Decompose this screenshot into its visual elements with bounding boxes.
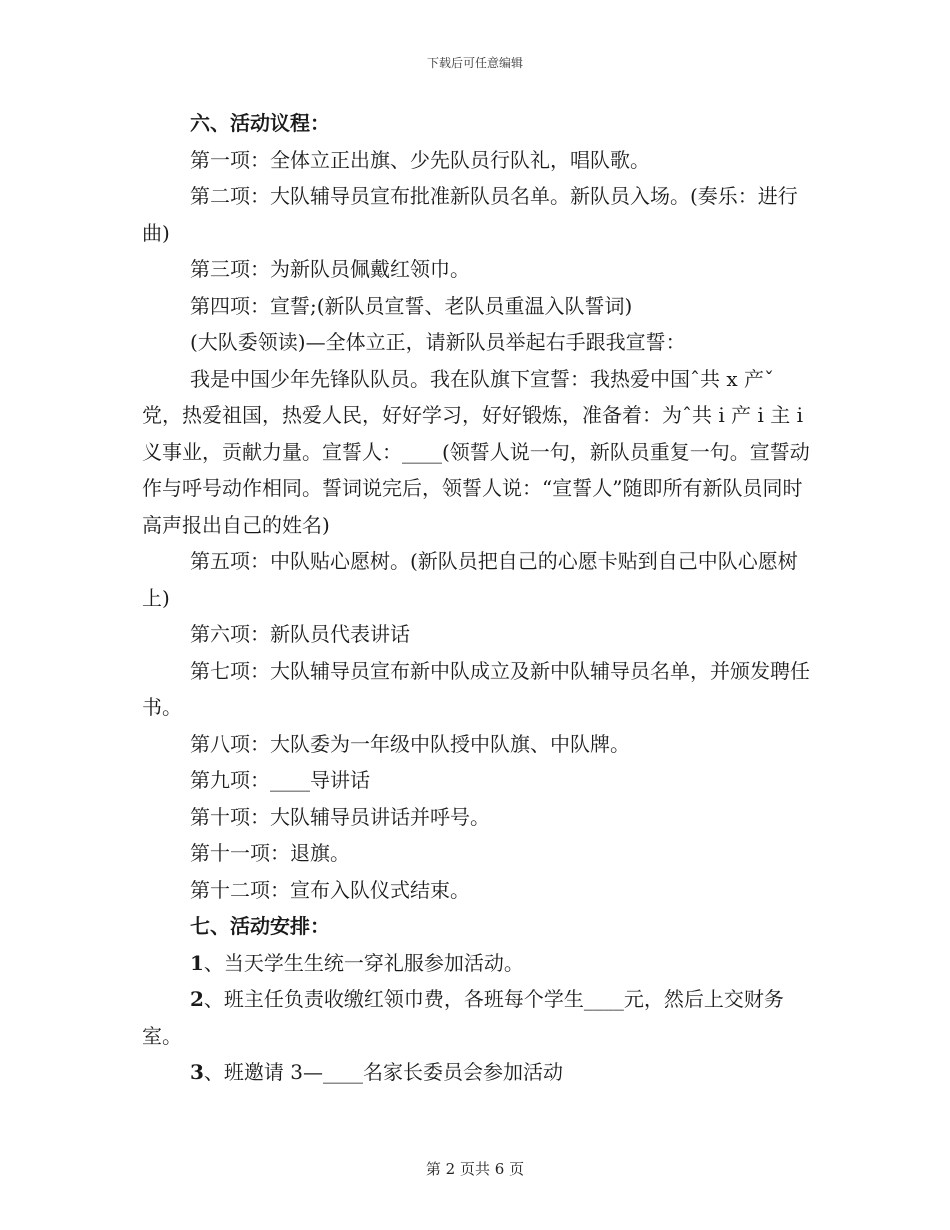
agenda-item: 第九项：____导讲话 [190, 768, 370, 792]
item-text: 、班主任负责收缴红领巾费，各班每个学生____元，然后上交财务室。 [142, 987, 784, 1048]
item-text: 、当天学生生统一穿礼服参加活动。 [203, 950, 524, 975]
item-number: 2 [190, 987, 204, 1011]
agenda-item: 第三项：为新队员佩戴红领巾。 [190, 257, 470, 281]
agenda-item: 第八项：大队委为一年级中队授中队旗、中队牌。 [190, 731, 630, 756]
agenda-item: (大队委领读)—全体立正，请新队员举起右手跟我宣誓： [190, 330, 686, 354]
page-header: 下载后可任意编辑 [426, 56, 523, 70]
agenda-item: 第五项：中队贴心愿树。(新队员把自己的心愿卡贴到自己中队心愿树上) [142, 549, 798, 610]
agenda-item: 第十项：大队辅导员讲话并呼号。 [190, 804, 490, 829]
page-footer: 第 2 页共 6 页 [425, 1160, 525, 1178]
section-heading: 七、活动安排： [190, 914, 330, 938]
agenda-item: 第十一项：退旗。 [190, 841, 350, 865]
agenda-item: 第二项：大队辅导员宣布批准新队员名单。新队员入场。(奏乐：进行曲) [142, 184, 798, 245]
arrangement-item [142, 945, 812, 982]
arrangement-item [142, 1054, 812, 1091]
agenda-item: 第十二项：宣布入队仪式结束。 [190, 877, 470, 902]
agenda-item: 第四项：宣誓;(新队员宣誓、老队员重温入队誓词) [190, 293, 633, 318]
oath-text: 我是中国少年先锋队队员。我在队旗下宣誓：我热爱中国ˆ共 x 产ˇ党，热爱祖国，热爱人民，好好学习，好好锻炼，准备着：为ˆ共 i 产 i 主 i 义事业，贡献力量。宣誓人：____(领誓人说一句，新队员重复一句。宣誓动作与呼号动作相同。誓词说完后，领誓人说：“宣誓人”随即所有新队员同时高声报出自己的姓名) [142, 366, 810, 537]
agenda-item: 第一项：全体立正出旗、少先队员行队礼，唱队歌。 [190, 147, 650, 172]
arrangement-item [142, 981, 812, 1054]
agenda-item: 第六项：新队员代表讲话 [190, 622, 410, 646]
item-number: 1 [190, 950, 204, 975]
agenda-item: 第七项：大队辅导员宣布新中队成立及新中队辅导员名单，并颁发聘任书。 [142, 658, 810, 719]
item-number: 3 [190, 1060, 204, 1084]
item-text: 、班邀请 3—____名家长委员会参加活动 [203, 1060, 564, 1084]
document-body [142, 105, 812, 1091]
section-heading: 六、活动议程： [190, 111, 330, 135]
